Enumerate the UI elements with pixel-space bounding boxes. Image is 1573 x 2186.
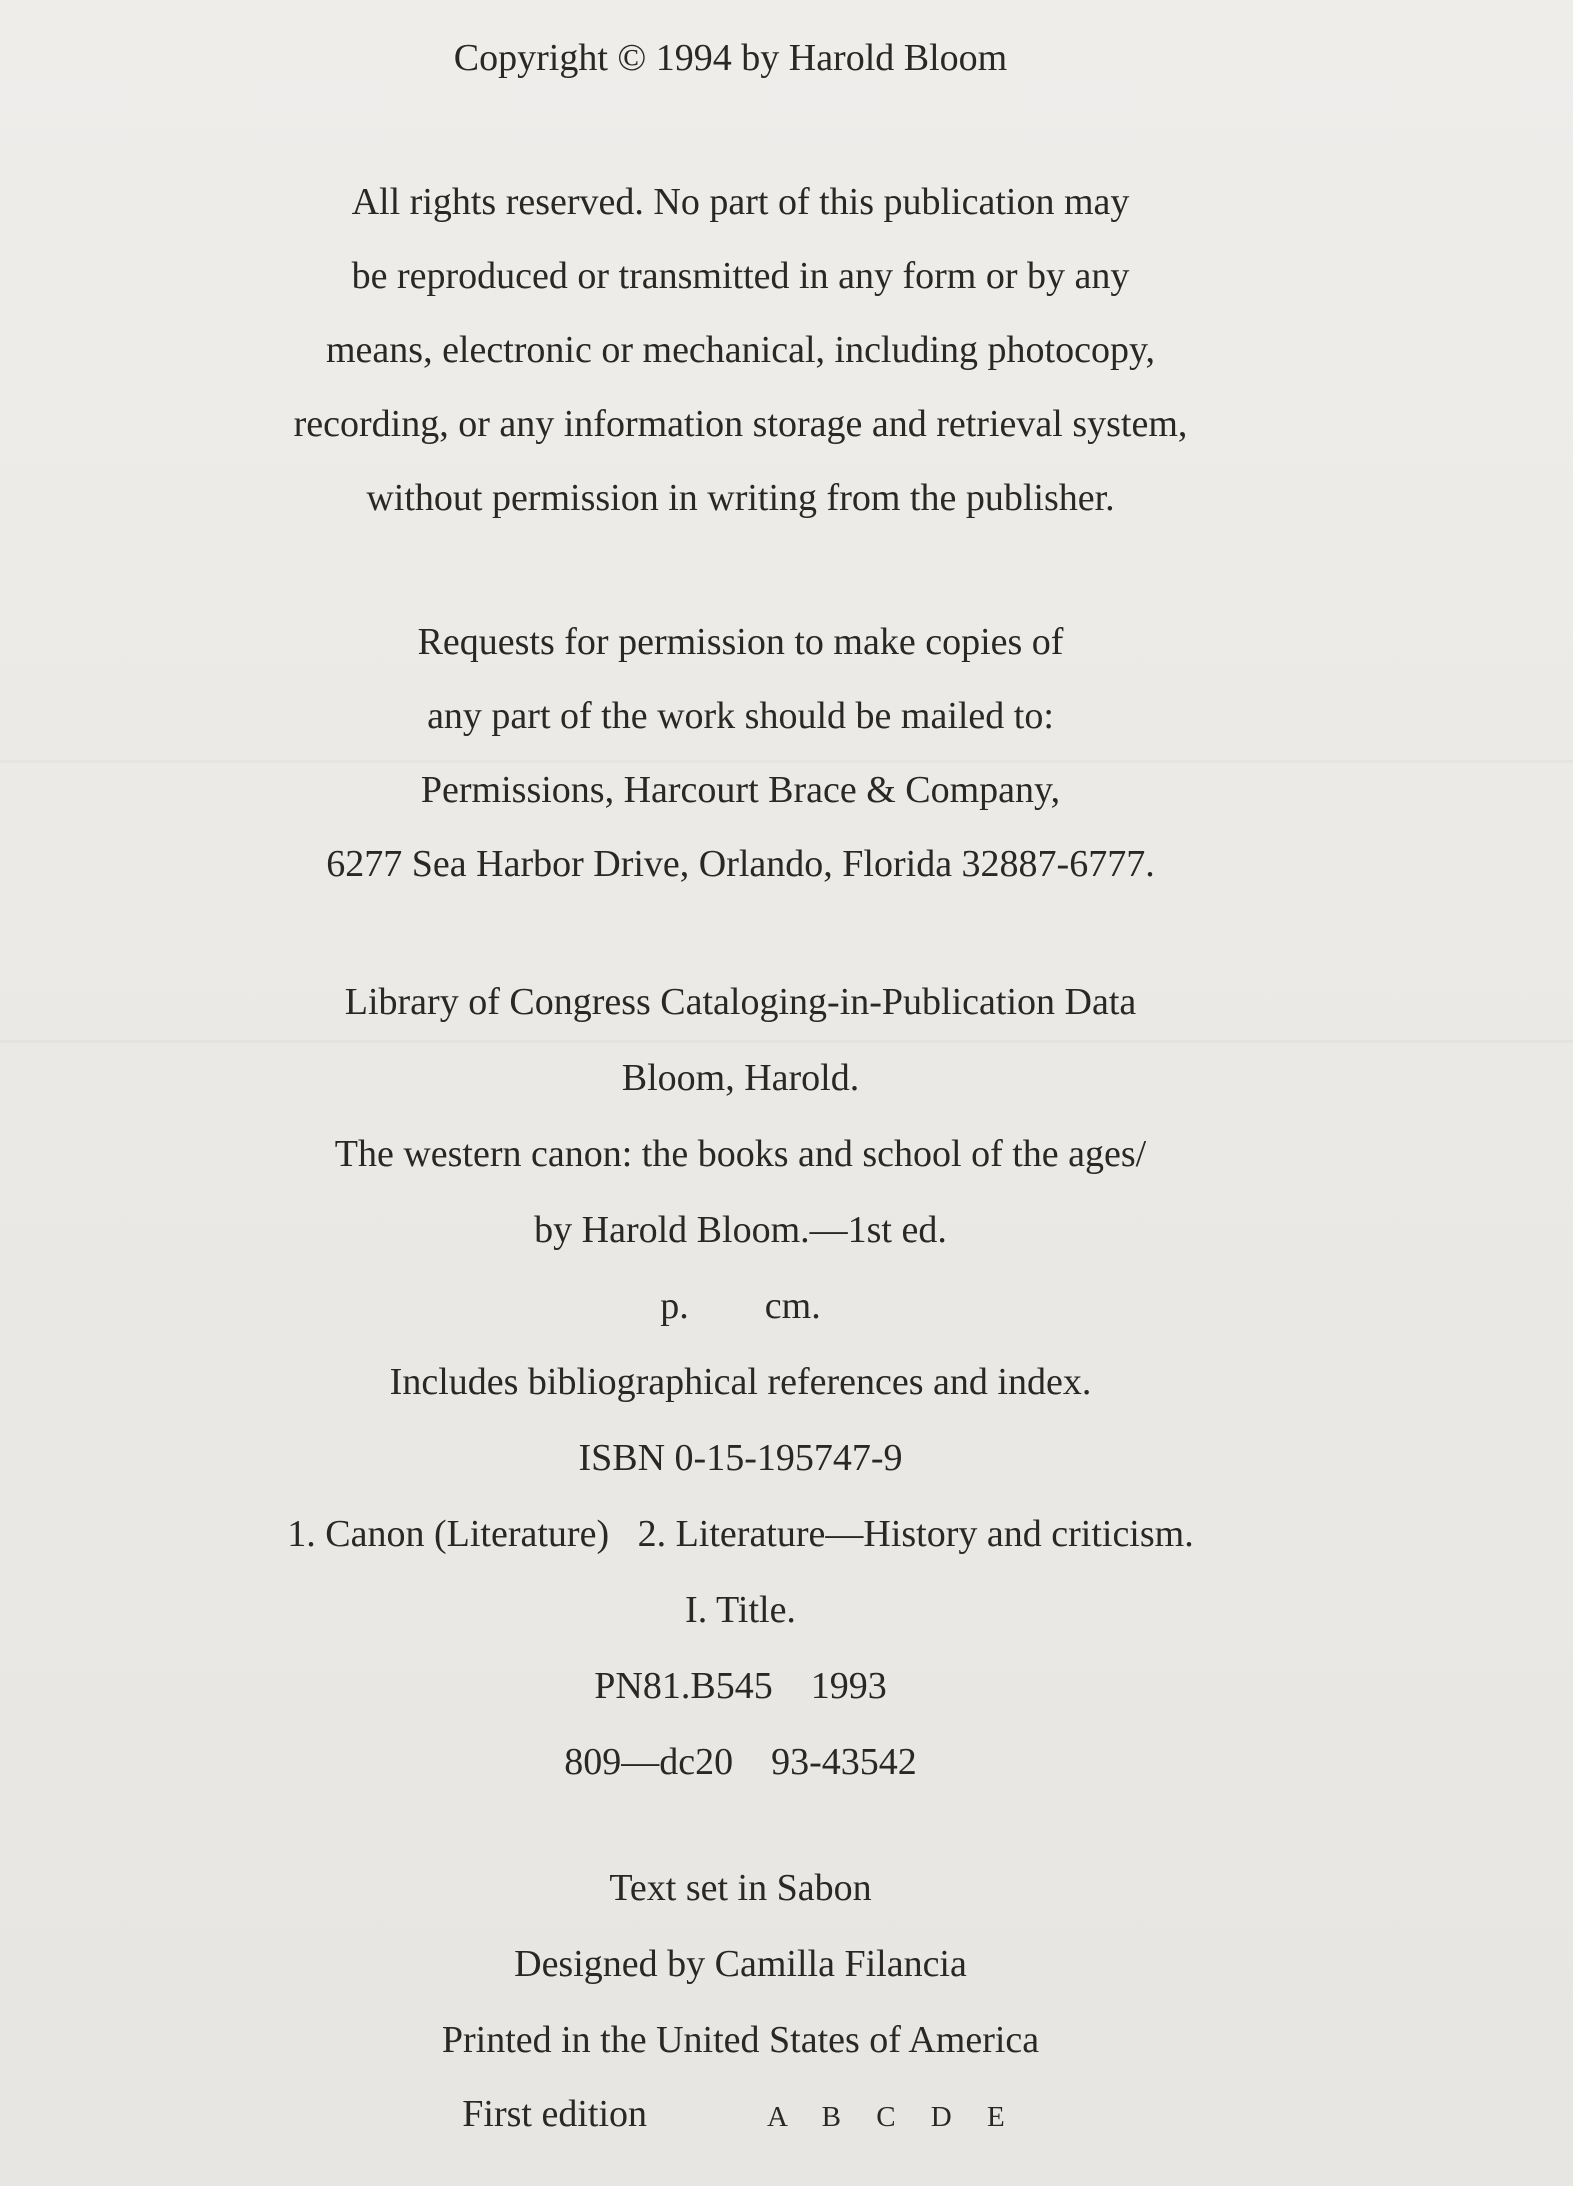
copyright-line: Copyright © 1994 by Harold Bloom	[453, 37, 1008, 79]
permissions-line-1: Requests for permission to make copies of	[417, 621, 1064, 663]
colophon-typeface: Text set in Sabon	[609, 1867, 872, 1909]
cip-title-line-2: by Harold Bloom.—1st ed.	[534, 1209, 947, 1251]
rights-line-1: All rights reserved. No part of this publication may	[351, 181, 1130, 223]
cip-pages: p. cm.	[660, 1285, 821, 1327]
colophon-designer: Designed by Camilla Filancia	[514, 1943, 967, 1985]
cip-notes: Includes bibliographical references and index.	[389, 1361, 1092, 1403]
rights-line-2: be reproduced or transmitted in any form or by any	[351, 255, 1130, 297]
cip-title-entry: I. Title.	[685, 1589, 796, 1631]
rights-line-4: recording, or any information storage and retrieval system,	[293, 403, 1188, 445]
rights-line-5: without permission in writing from the publisher.	[366, 477, 1115, 519]
colophon-printed: Printed in the United States of America	[441, 2019, 1040, 2061]
cip-dewey: 809—dc20 93-43542	[564, 1741, 917, 1783]
cip-subjects: 1. Canon (Literature) 2. Literature—History and criticism.	[287, 1513, 1194, 1555]
cip-isbn: ISBN 0-15-195747-9	[578, 1437, 903, 1479]
cip-heading: Library of Congress Cataloging-in-Publication Data	[344, 981, 1137, 1023]
rights-line-3: means, electronic or mechanical, including photocopy,	[325, 329, 1156, 371]
colophon-edition-row	[0, 2090, 1527, 2141]
cip-lc-class: PN81.B545 1993	[594, 1665, 887, 1707]
permissions-address: 6277 Sea Harbor Drive, Orlando, Florida 32887-6777.	[326, 843, 1155, 885]
permissions-line-2: any part of the work should be mailed to:	[427, 695, 1054, 737]
cip-author: Bloom, Harold.	[621, 1057, 860, 1099]
printing-line: A B C D E	[767, 2101, 1019, 2133]
cip-title-line-1: The western canon: the books and school of the ages/	[334, 1133, 1147, 1175]
colophon-edition: First edition	[462, 2093, 648, 2135]
permissions-line-3: Permissions, Harcourt Brace & Company,	[420, 769, 1061, 811]
